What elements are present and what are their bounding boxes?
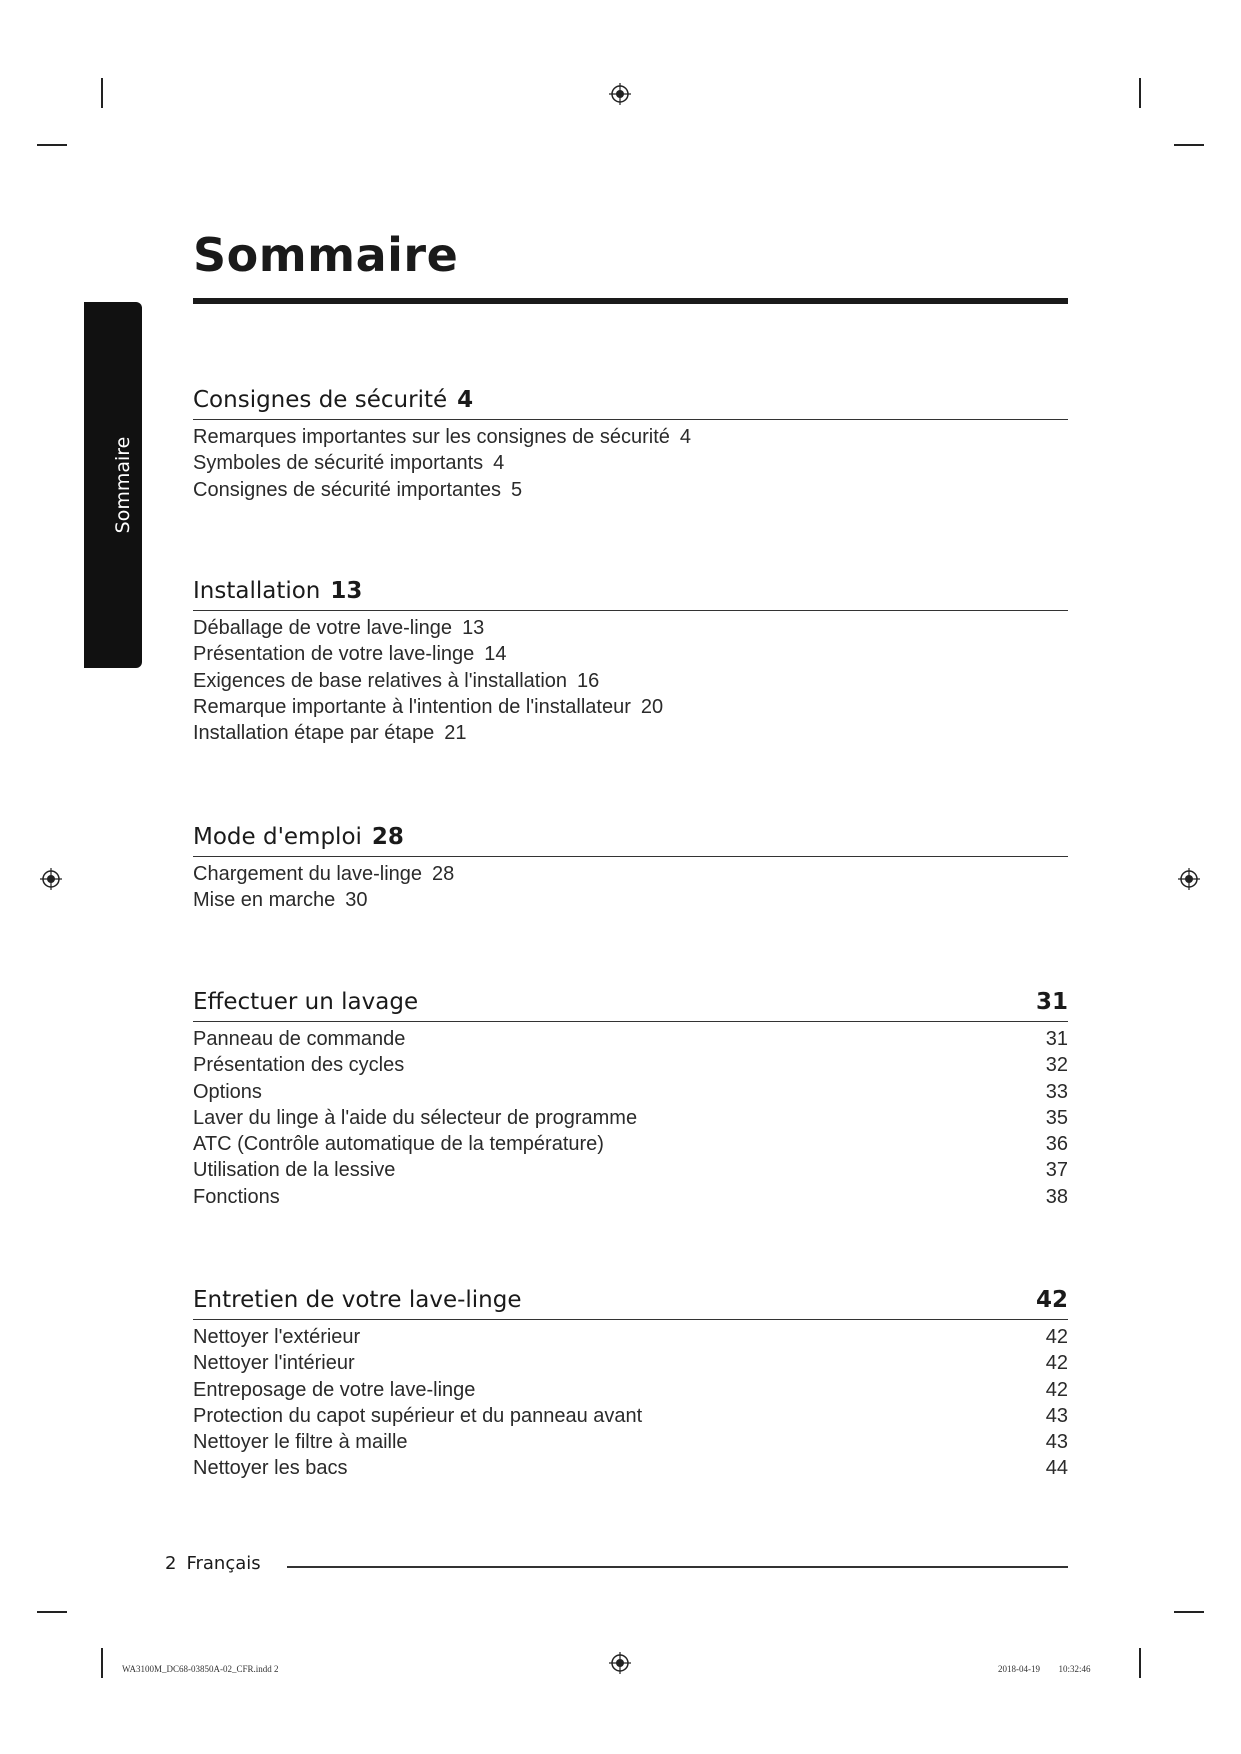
toc-entry[interactable] <box>193 641 1068 667</box>
entry-page-number: 42 <box>1045 1352 1068 1375</box>
section-title: Consignes de sécurité <box>193 387 448 413</box>
entry-label: Panneau de commande <box>193 1028 406 1050</box>
entry-label: Nettoyer l'intérieur <box>193 1352 355 1375</box>
toc-entry[interactable] <box>193 1026 1068 1052</box>
entry-page-number: 32 <box>1045 1054 1068 1077</box>
entry-label: Chargement du lave-linge <box>193 863 423 885</box>
toc-section <box>193 1285 1068 1482</box>
date-slug: 2018-04-19 ￿￿ 10:32:46 <box>998 1664 1091 1674</box>
entry-page-number: 5 <box>510 478 523 501</box>
entry-page-number: 14 <box>484 643 507 666</box>
entry-label: Présentation de votre lave-linge <box>193 643 475 666</box>
toc-section <box>193 385 1068 503</box>
toc-entry[interactable] <box>193 615 1068 641</box>
entry-page-number: 42 <box>1045 1326 1068 1348</box>
toc-entry[interactable] <box>193 1429 1068 1455</box>
crop-mark-bottom-right-horizontal <box>1174 1611 1204 1613</box>
toc-entry[interactable] <box>193 720 1068 746</box>
entry-page-number: 42 <box>1045 1378 1068 1401</box>
page-footer <box>165 1553 261 1575</box>
entry-label: Présentation des cycles <box>193 1054 405 1077</box>
toc-entry[interactable] <box>193 1455 1068 1481</box>
entry-list <box>193 611 1068 746</box>
toc-entry[interactable] <box>193 1184 1068 1210</box>
entry-label: Nettoyer le filtre à maille <box>193 1431 408 1454</box>
entry-list <box>193 420 1068 503</box>
entry-page-number: 21 <box>444 722 467 745</box>
toc-section <box>193 822 1068 914</box>
entry-page-number: 38 <box>1045 1185 1068 1208</box>
section-page-number: 31 <box>1035 989 1068 1015</box>
toc-entry[interactable] <box>193 424 1068 450</box>
page-title: Sommaire <box>193 228 459 282</box>
footer-rule <box>287 1566 1068 1568</box>
title-rule <box>193 298 1068 304</box>
entry-page-number: 31 <box>1045 1028 1068 1050</box>
entry-list <box>193 1022 1068 1210</box>
crop-mark-top-right-horizontal <box>1174 144 1204 146</box>
entry-page-number: 44 <box>1045 1457 1068 1480</box>
registration-mark-bottom-icon <box>609 1652 631 1674</box>
registration-mark-top-icon <box>609 83 631 105</box>
section-header[interactable] <box>193 1285 1068 1320</box>
file-slug: WA3100M_DC68-03850A-02_CFR.indd 2 <box>122 1664 279 1674</box>
toc-entry[interactable] <box>193 1157 1068 1183</box>
entry-page-number: 36 <box>1045 1133 1068 1156</box>
entry-label: Remarque importante à l'intention de l'installateur <box>193 695 631 718</box>
entry-page-number: 20 <box>640 695 664 718</box>
toc-entry[interactable] <box>193 1377 1068 1403</box>
section-header[interactable] <box>193 987 1068 1022</box>
entry-label: Utilisation de la lessive <box>193 1159 396 1182</box>
entry-label: Consignes de sécurité importantes <box>193 478 501 501</box>
entry-page-number: 43 <box>1045 1404 1068 1427</box>
entry-page-number: 30 <box>345 889 368 912</box>
entry-page-number: 37 <box>1045 1159 1068 1182</box>
entry-list <box>193 857 1068 914</box>
entry-label: Nettoyer les bacs <box>193 1457 348 1480</box>
section-title: Mode d'emploi <box>193 824 362 850</box>
entry-label: Protection du capot supérieur et du panneau avant <box>193 1404 643 1427</box>
toc-entry[interactable] <box>193 1403 1068 1429</box>
toc-entry[interactable] <box>193 1052 1068 1078</box>
section-page-number: 13 <box>330 578 363 604</box>
entry-list <box>193 1320 1068 1482</box>
section-page-number: 4 <box>457 387 474 413</box>
section-page-number: 42 <box>1035 1287 1068 1313</box>
registration-mark-right-icon <box>1178 868 1200 890</box>
crop-mark-bottom-left-horizontal <box>37 1611 67 1613</box>
entry-label: ATC (Contrôle automatique de la température) <box>193 1133 604 1156</box>
entry-page-number: 4 <box>493 452 505 475</box>
toc-entry[interactable] <box>193 1105 1068 1131</box>
section-page-number: 28 <box>371 824 404 850</box>
footer-language: Français <box>186 1553 261 1574</box>
toc-section <box>193 987 1068 1210</box>
registration-mark-left-icon <box>40 868 62 890</box>
toc-entry[interactable] <box>193 887 1068 913</box>
entry-label: Remarques importantes sur les consignes de sécurité <box>193 426 670 448</box>
section-header[interactable] <box>193 822 1068 857</box>
toc-entry[interactable] <box>193 861 1068 887</box>
toc-section <box>193 576 1068 746</box>
section-title: Effectuer un lavage <box>193 989 419 1015</box>
entry-page-number: 43 <box>1045 1431 1068 1454</box>
entry-page-number: 28 <box>432 863 455 885</box>
entry-label: Options <box>193 1080 262 1103</box>
toc-entry[interactable] <box>193 1131 1068 1157</box>
section-title: Entretien de votre lave-linge <box>193 1287 522 1313</box>
entry-label: Déballage de votre lave-linge <box>193 617 453 639</box>
entry-page-number: 16 <box>577 669 600 692</box>
section-title: Installation <box>193 578 321 604</box>
toc-entry[interactable] <box>193 450 1068 476</box>
page-number: 2 <box>165 1553 177 1574</box>
entry-page-number: 33 <box>1045 1080 1068 1103</box>
entry-label: Fonctions <box>193 1185 280 1208</box>
entry-label: Installation étape par étape <box>193 722 435 745</box>
toc-entry[interactable] <box>193 1350 1068 1376</box>
toc-entry[interactable] <box>193 668 1068 694</box>
toc-entry[interactable] <box>193 1324 1068 1350</box>
crop-mark-bottom-right-vertical <box>1139 1648 1141 1678</box>
entry-label: Laver du linge à l'aide du sélecteur de programme <box>193 1106 638 1129</box>
crop-mark-bottom-left-vertical <box>101 1648 103 1678</box>
entry-label: Entreposage de votre lave-linge <box>193 1378 476 1401</box>
entry-label: Symboles de sécurité importants <box>193 452 484 475</box>
section-header[interactable] <box>193 385 1068 420</box>
entry-label: Mise en marche <box>193 889 336 912</box>
crop-mark-top-left-horizontal <box>37 144 67 146</box>
toc-entry[interactable] <box>193 477 1068 503</box>
side-tab-label: Sommaire <box>112 436 134 534</box>
toc-entry[interactable] <box>193 694 1068 720</box>
crop-mark-top-left-vertical <box>101 78 103 108</box>
entry-page-number: 13 <box>462 617 485 639</box>
entry-label: Exigences de base relatives à l'installation <box>193 669 568 692</box>
entry-label: Nettoyer l'extérieur <box>193 1326 361 1348</box>
entry-page-number: 4 <box>679 426 692 448</box>
section-header[interactable] <box>193 576 1068 611</box>
toc-entry[interactable] <box>193 1079 1068 1105</box>
entry-page-number: 35 <box>1045 1106 1068 1129</box>
crop-mark-top-right-vertical <box>1139 78 1141 108</box>
